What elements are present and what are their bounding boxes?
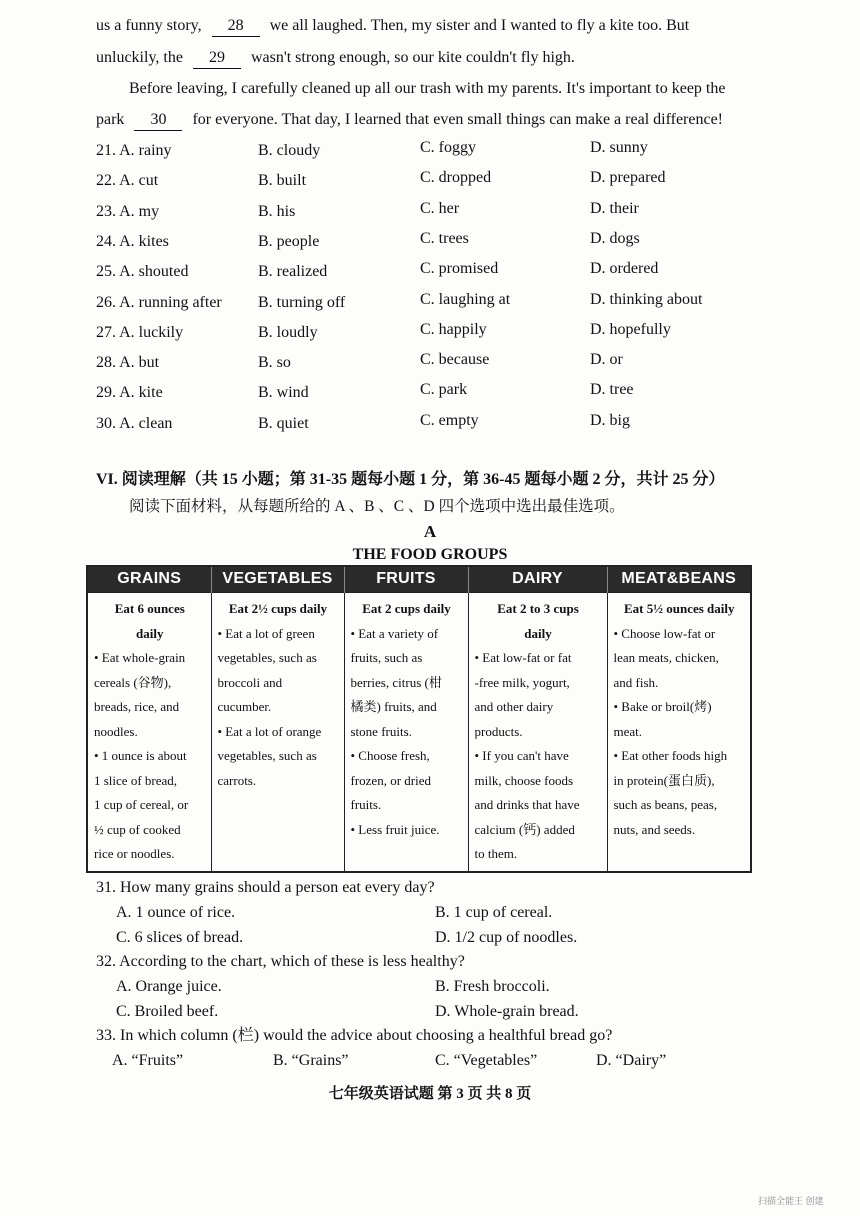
cloze-option: B. his (258, 203, 296, 220)
question-stem: 33. In which column (栏) would the advice about choosing a healthful bread go? (96, 1027, 613, 1044)
cell-text: • Eat other foods high (613, 748, 728, 763)
cloze-option: B. wind (258, 384, 309, 401)
cell-text: • Bake or broil(烤) (613, 699, 712, 714)
passage-line-2 (96, 48, 575, 69)
passage-line-1 (96, 16, 689, 37)
cell-text: fruits. (350, 797, 382, 812)
section-instruction: 阅读下面材料，从每题所给的 A 、B 、C 、D 四个选项中选出最佳选项。 (129, 498, 625, 515)
cell-text: -free milk, yogurt, (474, 674, 570, 690)
cell-text: • Eat whole-grain (94, 650, 186, 665)
cell-heading: Eat 2 cups daily (362, 601, 451, 616)
cell-heading: Eat 5½ ounces daily (623, 601, 735, 616)
cell-heading: Eat 2 to 3 cups (497, 601, 579, 616)
header-dairy: DAIRY (468, 566, 607, 593)
cell-text: nuts, and seeds. (613, 821, 696, 837)
cell-text: and other dairy (474, 699, 554, 714)
cloze-option: C. park (420, 381, 468, 398)
cloze-option: C. dropped (420, 169, 492, 186)
passage-text: wasn't strong enough, so our kite couldn't fly high. (250, 49, 575, 66)
cloze-option: D. their (590, 200, 639, 217)
answer-option: C. “Vegetables” (435, 1052, 538, 1069)
answer-option: C. 6 slices of bread. (116, 929, 244, 946)
cell-text: • Choose low-fat or (613, 625, 716, 641)
cell-text: meat. (613, 723, 643, 739)
cell-text: 1 cup of cereal, or (94, 797, 189, 812)
cloze-option: C. promised (420, 260, 499, 277)
cell-meat-beans (607, 593, 751, 872)
answer-option: A. 1 ounce of rice. (116, 904, 236, 921)
cloze-option: D. big (590, 412, 630, 429)
question-stem: 31. How many grains should a person eat every day? (96, 879, 435, 896)
cell-text: • 1 ounce is about (94, 748, 187, 763)
table-title: THE FOOD GROUPS (352, 546, 508, 563)
cloze-option: 25. A. shouted (96, 263, 189, 280)
cell-text: • If you can't have (474, 748, 569, 763)
cloze-option: C. laughing at (420, 291, 511, 308)
cell-vegetables (211, 593, 344, 872)
cell-text: vegetables, such as (217, 748, 317, 763)
answer-option: A. Orange juice. (116, 978, 222, 995)
cloze-option: B. turning off (258, 294, 346, 311)
cell-text: 1 slice of bread, (94, 772, 178, 788)
blank-30: 30 (134, 110, 182, 131)
cloze-option: C. trees (420, 230, 469, 247)
passage-line-3: Before leaving, I carefully cleaned up all our trash with my parents. It's important to keep the (129, 80, 726, 97)
passage-text: us a funny story, (96, 17, 202, 34)
cell-text: such as beans, peas, (613, 797, 718, 812)
cell-text: calcium (钙) added (474, 821, 575, 837)
cloze-option: B. so (258, 354, 291, 371)
answer-option: B. Fresh broccoli. (435, 978, 550, 995)
cell-text: broccoli and (217, 674, 283, 690)
cloze-option: 22. A. cut (96, 172, 159, 189)
cloze-option: 29. A. kite (96, 384, 163, 401)
passage-text: we all laughed. Then, my sister and I wanted to fly a kite too. But (269, 17, 690, 34)
blank-28: 28 (212, 16, 260, 37)
cloze-option: C. happily (420, 321, 487, 338)
cloze-option: B. realized (258, 263, 328, 280)
cell-text: cereals (谷物), (94, 674, 172, 690)
answer-option: B. 1 cup of cereal. (435, 904, 553, 921)
cell-text: to them. (474, 846, 518, 861)
answer-option: D. “Dairy” (596, 1052, 667, 1069)
header-fruits: FRUITS (344, 566, 468, 593)
cloze-option: 23. A. my (96, 203, 160, 220)
section-heading: VI. 阅读理解（共 15 小题；第 31-35 题每小题 1 分，第 36-45 题每小题 2 分，共计 25 分） (96, 471, 725, 488)
passage-text: for everyone. That day, I learned that even small things can make a real difference! (192, 111, 724, 128)
passage-text: unluckily, the (96, 49, 183, 66)
cell-text: milk, choose foods (474, 772, 574, 788)
food-groups-table (86, 565, 752, 873)
cell-grains (87, 593, 211, 872)
cloze-option: D. or (590, 351, 623, 368)
cloze-option: D. thinking about (590, 291, 703, 308)
answer-option: D. 1/2 cup of noodles. (435, 929, 578, 946)
scanner-watermark: 扫描全能王 创建 (758, 1196, 824, 1206)
cloze-option: B. loudly (258, 324, 318, 341)
passage-line-4 (96, 110, 723, 131)
cell-text: • Eat a lot of orange (217, 723, 322, 739)
table-body-row (87, 593, 751, 872)
question-stem: 32. According to the chart, which of these is less healthy? (96, 953, 465, 970)
cloze-option: B. cloudy (258, 142, 321, 159)
cloze-option: D. prepared (590, 169, 666, 186)
cloze-option: C. because (420, 351, 490, 368)
cell-text: berries, citrus (柑 (350, 674, 442, 690)
cloze-option: C. her (420, 200, 460, 217)
cell-heading: Eat 6 ounces (114, 601, 185, 616)
cloze-option: C. foggy (420, 139, 476, 156)
cell-text: lean meats, chicken, (613, 650, 719, 665)
cell-text: vegetables, such as (217, 650, 317, 665)
cell-heading: Eat 2½ cups daily (228, 601, 328, 616)
cloze-option: D. tree (590, 381, 634, 398)
cloze-option: 26. A. running after (96, 294, 222, 311)
cell-text: carrots. (217, 772, 257, 788)
cloze-option: D. dogs (590, 230, 640, 247)
cell-text: • Eat a lot of green (217, 625, 315, 641)
cell-text: in protein(蛋白质), (613, 772, 715, 788)
cloze-option: D. ordered (590, 260, 659, 277)
cell-text: • Eat a variety of (350, 625, 439, 641)
cell-text: • Choose fresh, (350, 748, 430, 763)
cell-text: noodles. (94, 723, 138, 739)
blank-29: 29 (193, 48, 241, 69)
answer-option: B. “Grains” (273, 1052, 349, 1069)
cloze-option: 24. A. kites (96, 233, 169, 250)
cell-text: 橘类) fruits, and (350, 699, 437, 714)
cell-text: frozen, or dried (350, 772, 431, 788)
answer-option: A. “Fruits” (112, 1052, 184, 1069)
header-meat-beans: MEAT&BEANS (607, 566, 751, 593)
cell-text: stone fruits. (350, 723, 412, 739)
part-label: A (423, 522, 437, 541)
cell-text: • Less fruit juice. (350, 821, 440, 837)
cloze-option: D. hopefully (590, 321, 671, 338)
page-footer: 七年级英语试题 第 3 页 共 8 页 (328, 1086, 532, 1102)
cell-text: cucumber. (217, 699, 272, 714)
answer-option: D. Whole-grain bread. (435, 1003, 579, 1020)
cell-heading: daily (524, 625, 552, 641)
cell-text: fruits, such as (350, 650, 423, 665)
cloze-option: C. empty (420, 412, 479, 429)
cell-text: breads, rice, and (94, 699, 180, 714)
cloze-option: 21. A. rainy (96, 142, 172, 159)
cloze-option: D. sunny (590, 139, 648, 156)
table-header-row (87, 566, 751, 593)
cell-text: and fish. (613, 674, 659, 690)
cloze-option: B. built (258, 172, 307, 189)
cloze-option: 27. A. luckily (96, 324, 184, 341)
cell-text: products. (474, 723, 523, 739)
answer-option: C. Broiled beef. (116, 1003, 219, 1020)
cloze-option: 28. A. but (96, 354, 160, 371)
cell-dairy (468, 593, 607, 872)
cell-text: ½ cup of cooked (94, 821, 181, 837)
header-grains: GRAINS (87, 566, 211, 593)
cloze-option: B. people (258, 233, 320, 250)
cell-text: rice or noodles. (94, 846, 175, 861)
cell-text: • Eat low-fat or fat (474, 650, 572, 665)
cell-heading: daily (136, 625, 164, 641)
cell-text: and drinks that have (474, 797, 580, 812)
cloze-option: 30. A. clean (96, 415, 173, 432)
cloze-option: B. quiet (258, 415, 309, 432)
header-vegetables: VEGETABLES (211, 566, 344, 593)
cell-fruits (344, 593, 468, 872)
passage-text: park (96, 111, 125, 128)
